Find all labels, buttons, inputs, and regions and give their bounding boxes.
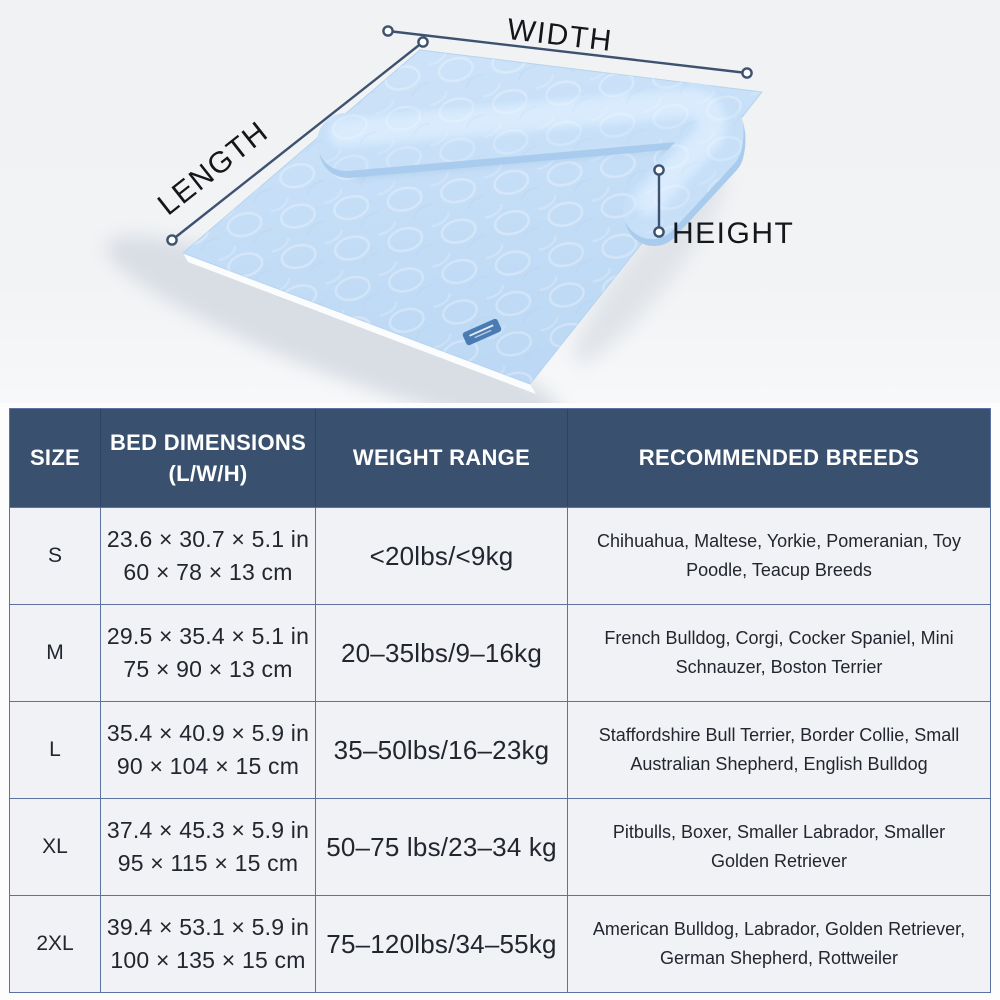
bed-illustration	[0, 0, 1000, 403]
table-row-l-weight	[316, 701, 568, 798]
size-value: XL	[42, 835, 68, 858]
height-label: HEIGHT	[672, 217, 795, 250]
table-row-s-breeds	[568, 507, 990, 604]
header-size-label: SIZE	[29, 445, 81, 471]
weight-value: <20lbs/<9kg	[369, 540, 514, 571]
length-label: LENGTH	[151, 114, 275, 222]
table-row-xl-dimensions	[101, 798, 316, 895]
dims-cm: 75 × 90 × 13 cm	[123, 656, 293, 682]
bed-diagram-section	[0, 0, 1000, 403]
length-endpoint-bottom-icon	[167, 235, 176, 244]
size-value: S	[47, 544, 62, 567]
table-row-xl-breeds	[568, 798, 990, 895]
breeds-value: Staffordshire Bull Terrier, Border Collie, Small Australian Shepherd, English Bulldog	[598, 725, 960, 774]
table-row-xl-weight	[316, 798, 568, 895]
dims-cm: 90 × 104 × 15 cm	[116, 753, 300, 779]
dims-inches: 29.5 × 35.4 × 5.1 in	[106, 623, 310, 649]
size-value: L	[49, 738, 61, 761]
weight-value: 20–35lbs/9–16kg	[340, 637, 543, 668]
header-bed-dimensions	[101, 409, 316, 507]
dims-inches: 35.4 × 40.9 × 5.9 in	[106, 720, 310, 746]
width-endpoint-right-icon	[742, 68, 751, 77]
weight-value: 75–120lbs/34–55kg	[326, 928, 557, 959]
table-row-xl-size	[10, 798, 101, 895]
height-endpoint-bottom-icon	[654, 227, 663, 236]
length-endpoint-top-icon	[418, 37, 427, 46]
size-chart-table	[9, 408, 991, 993]
header-recommended-breeds-label: RECOMMENDED BREEDS	[638, 445, 920, 471]
table-row-m-weight	[316, 604, 568, 701]
breeds-value: Chihuahua, Maltese, Yorkie, Pomeranian, Toy Poodle, Teacup Breeds	[597, 531, 961, 580]
size-value: 2XL	[36, 932, 74, 955]
table-row-m-size	[10, 604, 101, 701]
breeds-value: French Bulldog, Corgi, Cocker Spaniel, Mini Schnauzer, Boston Terrier	[604, 628, 954, 677]
dims-inches: 23.6 × 30.7 × 5.1 in	[106, 526, 310, 552]
table-row-l-size	[10, 701, 101, 798]
dims-cm: 95 × 115 × 15 cm	[117, 850, 299, 876]
dims-cm: 60 × 78 × 13 cm	[123, 559, 293, 585]
breeds-value: Pitbulls, Boxer, Smaller Labrador, Smaller Golden Retriever	[612, 822, 946, 871]
table-row-s-weight	[316, 507, 568, 604]
table-row-2xl-size	[10, 895, 101, 992]
dims-inches: 39.4 × 53.1 × 5.9 in	[106, 914, 310, 940]
table-row-2xl-dimensions	[101, 895, 316, 992]
table-row-2xl-breeds	[568, 895, 990, 992]
table-row-s-size	[10, 507, 101, 604]
table-row-l-dimensions	[101, 701, 316, 798]
dims-cm: 100 × 135 × 15 cm	[110, 947, 306, 973]
width-label: WIDTH	[505, 12, 615, 59]
table-row-l-breeds	[568, 701, 990, 798]
header-recommended-breeds	[568, 409, 990, 507]
table-row-m-breeds	[568, 604, 990, 701]
header-size	[10, 409, 101, 507]
dims-inches: 37.4 × 45.3 × 5.9 in	[106, 817, 310, 843]
header-weight-range-label: WEIGHT RANGE	[352, 445, 531, 471]
weight-value: 35–50lbs/16–23kg	[333, 734, 550, 765]
header-bed-dimensions-line2: (L/W/H)	[168, 461, 248, 486]
header-weight-range	[316, 409, 568, 507]
breeds-value: American Bulldog, Labrador, Golden Retriever, German Shepherd, Rottweiler	[592, 919, 966, 968]
table-row-m-dimensions	[101, 604, 316, 701]
height-endpoint-top-icon	[654, 165, 663, 174]
weight-value: 50–75 lbs/23–34 kg	[326, 831, 557, 862]
width-endpoint-left-icon	[383, 26, 392, 35]
table-row-2xl-weight	[316, 895, 568, 992]
header-bed-dimensions-line1: BED DIMENSIONS	[109, 429, 307, 455]
size-value: M	[46, 641, 64, 664]
table-row-s-dimensions	[101, 507, 316, 604]
